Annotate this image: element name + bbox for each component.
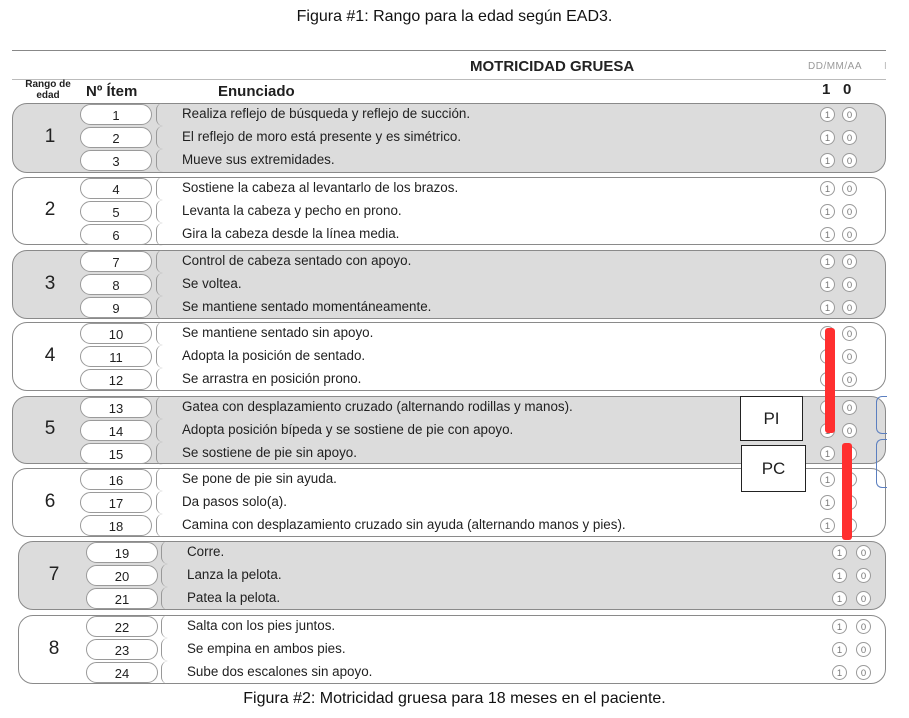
item-number: 11 bbox=[80, 346, 152, 367]
item-number: 4 bbox=[80, 178, 152, 199]
score-one-circle[interactable]: 1 bbox=[832, 591, 847, 606]
row-separator bbox=[156, 149, 163, 172]
score-zero-circle[interactable]: 0 bbox=[856, 568, 871, 583]
row-separator bbox=[156, 396, 163, 419]
score-zero-circle[interactable]: 0 bbox=[842, 300, 857, 315]
item-row bbox=[0, 541, 909, 564]
column-header-rango: Rango de edad bbox=[25, 79, 71, 101]
row-separator bbox=[156, 273, 163, 296]
item-statement: Control de cabeza sentado con apoyo. bbox=[182, 253, 412, 268]
score-one-circle[interactable]: 1 bbox=[820, 153, 835, 168]
score-zero-circle[interactable]: 0 bbox=[842, 277, 857, 292]
score-zero-circle[interactable]: 0 bbox=[842, 181, 857, 196]
row-separator bbox=[161, 564, 168, 587]
item-statement: El reflejo de moro está presente y es simétrico. bbox=[182, 129, 462, 144]
figure-caption-top: Figura #1: Rango para la edad según EAD3. bbox=[296, 8, 613, 25]
column-header-yes: 1 bbox=[822, 81, 831, 98]
item-number: 19 bbox=[86, 542, 158, 563]
item-statement: Levanta la cabeza y pecho en prono. bbox=[182, 203, 402, 218]
age-range-label: 1 bbox=[44, 126, 56, 147]
score-zero-circle[interactable]: 0 bbox=[856, 591, 871, 606]
score-one-circle[interactable]: 1 bbox=[820, 227, 835, 242]
row-separator bbox=[156, 126, 163, 149]
row-separator bbox=[156, 514, 163, 537]
score-one-circle[interactable]: 1 bbox=[820, 130, 835, 145]
item-row bbox=[0, 514, 909, 537]
score-zero-circle[interactable]: 0 bbox=[856, 665, 871, 680]
pc-bracket bbox=[876, 439, 887, 488]
item-number: 24 bbox=[86, 662, 158, 683]
age-range-label: 6 bbox=[44, 490, 56, 512]
item-row bbox=[0, 200, 909, 223]
score-one-circle[interactable]: 1 bbox=[832, 665, 847, 680]
item-statement: Realiza reflejo de búsqueda y reflejo de succión. bbox=[182, 106, 471, 121]
item-statement: Lanza la pelota. bbox=[187, 567, 282, 582]
item-number: 12 bbox=[80, 369, 152, 390]
item-statement: Patea la pelota. bbox=[187, 590, 281, 605]
title-underline bbox=[12, 79, 886, 80]
row-separator bbox=[156, 491, 163, 514]
item-number: 20 bbox=[86, 565, 158, 586]
item-number: 18 bbox=[80, 515, 152, 536]
item-number: 8 bbox=[80, 274, 152, 295]
item-statement: Se mantiene sentado sin apoyo. bbox=[182, 325, 374, 340]
item-statement: Da pasos solo(a). bbox=[182, 494, 287, 509]
item-statement: Se pone de pie sin ayuda. bbox=[182, 471, 337, 486]
score-zero-circle[interactable]: 0 bbox=[856, 545, 871, 560]
row-separator bbox=[156, 442, 163, 465]
item-row bbox=[0, 177, 909, 200]
item-number: 15 bbox=[80, 443, 152, 464]
row-separator bbox=[156, 250, 163, 273]
item-row bbox=[0, 368, 909, 391]
column-header-no: 0 bbox=[843, 81, 852, 98]
item-number: 7 bbox=[80, 251, 152, 272]
score-zero-circle[interactable]: 0 bbox=[856, 619, 871, 634]
row-separator bbox=[161, 587, 168, 610]
item-statement: Adopta posición bípeda y se sostiene de pie con apoyo. bbox=[182, 422, 514, 437]
item-row bbox=[0, 273, 909, 296]
item-row bbox=[0, 149, 909, 172]
score-zero-circle[interactable]: 0 bbox=[842, 107, 857, 122]
score-one-circle[interactable]: 1 bbox=[832, 642, 847, 657]
score-one-circle[interactable]: 1 bbox=[820, 181, 835, 196]
item-statement: Sube dos escalones sin apoyo. bbox=[187, 664, 373, 679]
score-one-circle[interactable]: 1 bbox=[820, 518, 835, 533]
item-number: 13 bbox=[80, 397, 152, 418]
item-statement: Salta con los pies juntos. bbox=[187, 618, 336, 633]
row-separator bbox=[156, 103, 163, 126]
item-statement: Gira la cabeza desde la línea media. bbox=[182, 226, 400, 241]
score-one-circle[interactable]: 1 bbox=[832, 568, 847, 583]
score-one-circle[interactable]: 1 bbox=[820, 495, 835, 510]
score-zero-circle[interactable]: 0 bbox=[842, 227, 857, 242]
item-statement: Se sostiene de pie sin apoyo. bbox=[182, 445, 357, 460]
item-number: 10 bbox=[80, 323, 152, 344]
item-row bbox=[0, 587, 909, 610]
pi-bracket bbox=[876, 396, 887, 434]
score-zero-circle[interactable]: 0 bbox=[842, 204, 857, 219]
item-number: 2 bbox=[80, 127, 152, 148]
row-separator bbox=[156, 296, 163, 319]
score-zero-circle[interactable]: 0 bbox=[842, 326, 857, 341]
row-separator bbox=[156, 177, 163, 200]
item-statement: Se arrastra en posición prono. bbox=[182, 371, 362, 386]
item-row bbox=[0, 345, 909, 368]
age-range-label: 3 bbox=[44, 272, 56, 294]
item-statement: Camina con desplazamiento cruzado sin ayuda (alternando manos y pies). bbox=[182, 517, 626, 532]
row-separator bbox=[156, 200, 163, 223]
row-separator bbox=[156, 322, 163, 345]
score-one-circle[interactable]: 1 bbox=[820, 277, 835, 292]
age-range-label: 4 bbox=[44, 344, 56, 366]
item-statement: Adopta la posición de sentado. bbox=[182, 348, 366, 363]
row-separator bbox=[161, 615, 168, 638]
item-row bbox=[0, 638, 909, 661]
form-title: MOTRICIDAD GRUESA bbox=[470, 58, 635, 75]
age-range-label: 5 bbox=[44, 418, 56, 439]
item-number: 16 bbox=[80, 469, 152, 490]
item-statement: Gatea con desplazamiento cruzado (alternando rodillas y manos). bbox=[182, 399, 573, 414]
figure-caption-bottom: Figura #2: Motricidad gruesa para 18 meses en el paciente. bbox=[243, 690, 666, 707]
item-statement: Mueve sus extremidades. bbox=[182, 152, 335, 167]
item-number: 5 bbox=[80, 201, 152, 222]
item-row bbox=[0, 661, 909, 684]
item-number: 6 bbox=[80, 224, 152, 245]
item-row bbox=[0, 564, 909, 587]
score-one-circle[interactable]: 1 bbox=[820, 446, 835, 461]
item-statement: Sostiene la cabeza al levantarlo de los brazos. bbox=[182, 180, 459, 195]
pi-label-box: PI bbox=[740, 396, 803, 441]
item-number: 9 bbox=[80, 297, 152, 318]
header-rule bbox=[12, 50, 886, 51]
score-zero-circle[interactable]: 0 bbox=[856, 642, 871, 657]
item-statement: Se voltea. bbox=[182, 276, 242, 291]
item-number: 3 bbox=[80, 150, 152, 171]
score-one-circle[interactable]: 1 bbox=[820, 107, 835, 122]
item-statement: Se mantiene sentado momentáneamente. bbox=[182, 299, 432, 314]
item-row bbox=[0, 103, 909, 126]
column-header-item: Nº Ítem bbox=[86, 83, 138, 100]
score-zero-circle[interactable]: 0 bbox=[842, 349, 857, 364]
age-range-label: 7 bbox=[48, 563, 60, 585]
score-one-circle[interactable]: 1 bbox=[832, 545, 847, 560]
item-number: 14 bbox=[80, 420, 152, 441]
item-row bbox=[0, 615, 909, 638]
pc-marker-bar bbox=[842, 443, 852, 540]
score-one-circle[interactable]: 1 bbox=[820, 204, 835, 219]
score-zero-circle[interactable]: 0 bbox=[842, 400, 857, 415]
date-header-tick: I bbox=[884, 61, 887, 72]
score-zero-circle[interactable]: 0 bbox=[842, 153, 857, 168]
row-separator bbox=[156, 419, 163, 442]
row-separator bbox=[156, 345, 163, 368]
row-separator bbox=[156, 368, 163, 391]
item-number: 21 bbox=[86, 588, 158, 609]
age-range-label: 8 bbox=[48, 637, 60, 659]
score-one-circle[interactable]: 1 bbox=[820, 472, 835, 487]
score-zero-circle[interactable]: 0 bbox=[842, 423, 857, 438]
row-separator bbox=[156, 468, 163, 491]
item-row bbox=[0, 322, 909, 345]
pc-label-box: PC bbox=[741, 445, 806, 492]
score-zero-circle[interactable]: 0 bbox=[842, 130, 857, 145]
score-one-circle[interactable]: 1 bbox=[820, 300, 835, 315]
row-separator bbox=[161, 541, 168, 564]
item-number: 23 bbox=[86, 639, 158, 660]
row-separator bbox=[161, 661, 168, 684]
age-range-label: 2 bbox=[44, 199, 56, 220]
item-statement: Se empina en ambos pies. bbox=[187, 641, 346, 656]
date-header: DD/MM/AA bbox=[808, 61, 862, 72]
score-zero-circle[interactable]: 0 bbox=[842, 372, 857, 387]
score-one-circle[interactable]: 1 bbox=[820, 254, 835, 269]
column-header-enunciado: Enunciado bbox=[218, 83, 295, 100]
item-number: 1 bbox=[80, 104, 152, 125]
score-zero-circle[interactable]: 0 bbox=[842, 254, 857, 269]
row-separator bbox=[161, 638, 168, 661]
item-row bbox=[0, 491, 909, 514]
item-row bbox=[0, 126, 909, 149]
item-number: 22 bbox=[86, 616, 158, 637]
item-row bbox=[0, 223, 909, 246]
item-row bbox=[0, 250, 909, 273]
score-one-circle[interactable]: 1 bbox=[832, 619, 847, 634]
item-row bbox=[0, 296, 909, 319]
item-number: 17 bbox=[80, 492, 152, 513]
pi-marker-bar bbox=[825, 328, 835, 433]
item-statement: Corre. bbox=[187, 544, 225, 559]
row-separator bbox=[156, 223, 163, 246]
